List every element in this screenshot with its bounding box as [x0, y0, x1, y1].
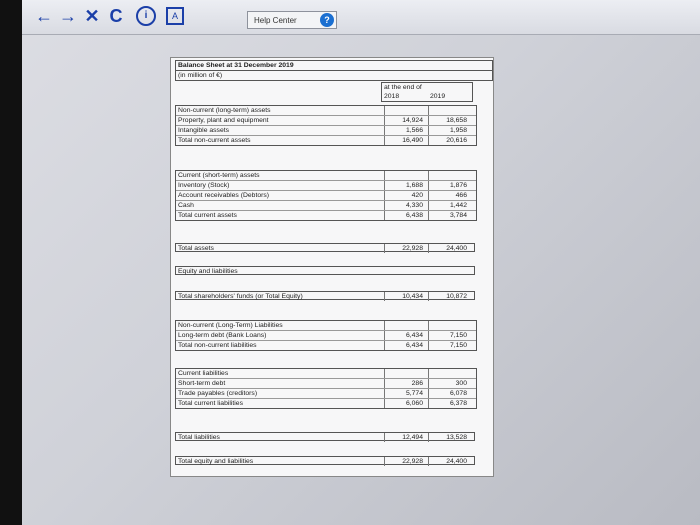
row-label: Property, plant and equipment — [178, 117, 269, 124]
value-2019: 10,872 — [428, 292, 470, 301]
value-2019: 20,616 — [428, 136, 470, 145]
value-2018: 286 — [384, 379, 426, 388]
table-row — [176, 321, 476, 331]
row-label: Current liabilities — [178, 370, 229, 377]
total-liabilities-row — [175, 432, 475, 441]
value-2018: 1,566 — [384, 126, 426, 135]
browser-toolbar — [22, 0, 700, 35]
row-label: Total shareholders' funds (or Total Equity) — [178, 293, 303, 300]
value-2019: 7,150 — [428, 331, 470, 340]
value-2019: 1,876 — [428, 181, 470, 190]
equity-heading: Equity and liabilities — [175, 266, 475, 275]
row-label: Inventory (Stock) — [178, 182, 230, 189]
sheet-title: Balance Sheet at 31 December 2019 — [175, 60, 493, 71]
value-2019: 13,528 — [428, 433, 470, 442]
value-2019 — [428, 321, 470, 330]
value-2018: 420 — [384, 191, 426, 200]
row-label: Non-current (Long-Term) Liabilities — [178, 322, 283, 329]
table-row — [176, 379, 476, 389]
value-2018: 14,924 — [384, 116, 426, 125]
value-2019: 300 — [428, 379, 470, 388]
value-2019: 7,150 — [428, 341, 470, 350]
row-label: Total equity and liabilities — [178, 458, 254, 465]
row-label: Short-term debt — [178, 380, 226, 387]
equity-row — [175, 291, 475, 300]
bookmark-icon[interactable]: A — [166, 7, 184, 25]
value-2018: 4,330 — [384, 201, 426, 210]
value-2019: 1,442 — [428, 201, 470, 210]
row-label: Account receivables (Debtors) — [178, 192, 270, 199]
value-2018 — [384, 321, 426, 330]
value-2019: 466 — [428, 191, 470, 200]
year-2019: 2019 — [430, 93, 446, 100]
monitor-screen — [22, 0, 700, 525]
row-label: Total current assets — [178, 212, 237, 219]
row-label: Cash — [178, 202, 194, 209]
total-equity-liabilities-row — [175, 456, 475, 465]
value-2019: 24,400 — [428, 244, 470, 253]
value-2018: 5,774 — [384, 389, 426, 398]
value-2018: 16,490 — [384, 136, 426, 145]
row-label: Trade payables (creditors) — [178, 390, 258, 397]
current-assets-section — [175, 170, 477, 221]
table-row — [176, 201, 476, 211]
table-row — [176, 331, 476, 341]
value-2019: 24,400 — [428, 457, 470, 466]
help-icon: ? — [320, 13, 334, 27]
row-label: Total liabilities — [178, 434, 220, 441]
value-2018 — [384, 106, 426, 115]
row-label: Current (short-term) assets — [178, 172, 260, 179]
table-row — [176, 171, 476, 181]
value-2019 — [428, 369, 470, 378]
value-2018: 10,434 — [384, 292, 426, 301]
value-2019: 3,784 — [428, 211, 470, 220]
value-2018: 6,434 — [384, 341, 426, 350]
table-row — [176, 191, 476, 201]
value-2019: 6,378 — [428, 399, 470, 408]
table-row — [176, 211, 476, 220]
table-row — [176, 369, 476, 379]
balance-sheet — [170, 57, 494, 477]
row-label: Non-current (long-term) assets — [178, 107, 271, 114]
value-2019: 6,078 — [428, 389, 470, 398]
table-row — [176, 136, 476, 145]
table-row — [176, 389, 476, 399]
noncurrent-assets-section — [175, 105, 477, 146]
row-label: Total current liabilities — [178, 400, 243, 407]
noncurrent-liabilities-section — [175, 320, 477, 351]
value-2018: 6,434 — [384, 331, 426, 340]
row-label: Long-term debt (Bank Loans) — [178, 332, 267, 339]
row-label: Total non-current assets — [178, 137, 251, 144]
row-label: Total non-current liabilities — [178, 342, 257, 349]
reload-icon[interactable]: C — [109, 6, 123, 26]
row-label: Intangible assets — [178, 127, 230, 134]
value-2018: 6,438 — [384, 211, 426, 220]
value-2018: 12,494 — [384, 433, 426, 442]
header-label: at the end of — [384, 84, 422, 91]
value-2018: 6,060 — [384, 399, 426, 408]
value-2018: 22,928 — [384, 457, 426, 466]
value-2018 — [384, 171, 426, 180]
year-2018: 2018 — [384, 93, 400, 100]
sheet-subtitle: (in million of €) — [175, 70, 493, 81]
current-liabilities-section — [175, 368, 477, 409]
table-row — [176, 181, 476, 191]
table-row — [176, 106, 476, 116]
back-icon[interactable]: ← — [35, 6, 53, 26]
value-2018: 22,928 — [384, 244, 426, 253]
table-row — [176, 126, 476, 136]
row-label: Total assets — [178, 245, 214, 252]
info-icon[interactable]: i — [136, 6, 156, 26]
help-center-button[interactable] — [247, 11, 337, 29]
value-2018 — [384, 369, 426, 378]
help-center-label: Help Center — [254, 16, 297, 25]
value-2019 — [428, 171, 470, 180]
value-2019: 18,658 — [428, 116, 470, 125]
table-row — [176, 341, 476, 350]
forward-icon[interactable]: → — [59, 6, 77, 26]
total-assets-row — [175, 243, 475, 252]
year-header — [381, 82, 473, 102]
nav-controls — [34, 6, 184, 26]
close-icon[interactable]: ✕ — [84, 6, 100, 26]
table-row — [176, 399, 476, 408]
value-2019: 1,958 — [428, 126, 470, 135]
table-row — [176, 116, 476, 126]
value-2019 — [428, 106, 470, 115]
value-2018: 1,688 — [384, 181, 426, 190]
